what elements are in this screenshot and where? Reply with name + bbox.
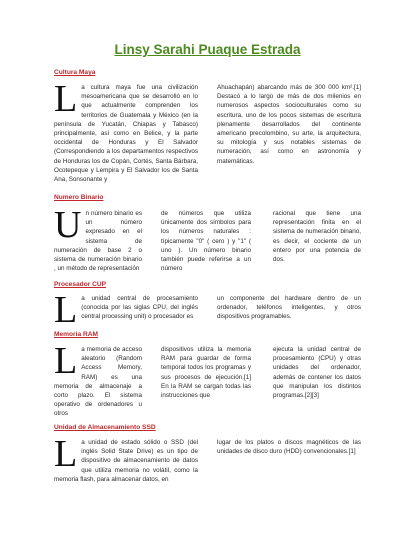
paragraph-text: un componente del hardware dentro de un ordenador, teléfonos inteligentes, y otros dispositivos programables. [217, 295, 361, 321]
document-title: Linsy Sarahi Puaque Estrada [114, 42, 301, 57]
section-heading-cultura-maya: Cultura Maya [54, 69, 96, 76]
section-heading-ssd: Unidad de Almacenamiento SSD [54, 424, 156, 431]
paragraph-text: de números que utiliza únicamente dos símbolos para los números naturales : típicamente "0" ( cero ) y "1" ( uno ). Un número binario también puede referirse a un número [161, 210, 251, 273]
paragraph-text: a cultura maya fue una civilización mesoamericana que se desarrolló en lo que actualmente comprenden los territorios de Guatemala y México (en la península de Yucatán, Chiapas y Tabasco) principalmente, así como en Belice, y la parte occidental de Honduras y El Salvador (Correspondiendo a los departamentos respectivos de Honduras los de Copán, Cortés, Santa Bárbara, Ocotepeque y Lempira y El Salvador los de Santa Ana, Sonsonante y [54, 84, 198, 184]
section-text-column [54, 345, 142, 421]
section-text-column [273, 209, 361, 285]
paragraph-text: lugar de los platos o discos magnéticos de las unidades de disco duro (HDD) convencionales.[1] [217, 439, 361, 456]
drop-cap: L [54, 294, 78, 331]
paragraph-text: a unidad de estado sólido o SSD (del inglés Solid State Drive) es un tipo de dispositivo de almacenamiento de datos que utiliza memoria no volátil, como la memoria flash, para almacenar datos, en [54, 439, 198, 483]
paragraph-text: ejecuta la unidad central de procesamiento (CPU) y otras unidades del ordenador, además de contener los datos que manipulan los distintos programas.[2][3] [273, 346, 361, 400]
section-text-column [217, 438, 361, 498]
section-text-column [54, 83, 198, 197]
section-text-column [217, 294, 361, 334]
drop-cap: L [54, 438, 78, 475]
paragraph-text: a unidad central de procesamiento (conocida por las siglas CPU, del inglés central processing unit) o procesador es [81, 295, 198, 321]
section-text-column [161, 345, 251, 421]
section-text-column [161, 209, 251, 285]
section-text-column [217, 83, 361, 197]
drop-cap: U [54, 209, 82, 246]
drop-cap: L [54, 345, 78, 382]
section-text-column [54, 209, 142, 285]
section-heading-memoria-ram: Memoria RAM [54, 331, 98, 338]
paragraph-text: a memoria de acceso aleatorio (Random Access Memory, RAM) es una memoria de almacenaje a corto plazo. El sistema operativo de ordenadores u otros [54, 346, 142, 418]
section-heading-procesador: Procesador CUP [54, 281, 107, 288]
paragraph-text: n número binario es un número expresado en el sistema de numeración de base 2 o sistema de numeración binario , un método de representación [54, 210, 142, 273]
paragraph-text: Ahuachapán) abarcando más de 300 000 km².[1] Destacó a lo largo de más de dos milenios en numerosos aspectos socioculturales como su escritura, uno de los pocos sistemas de escritura plenamente desarrollados del continente americano precolombino, su arte, la arquitectura, su mitología y sus notables sistemas de numeración, así como en astronomía y matemáticas. [217, 84, 361, 165]
drop-cap: L [54, 83, 78, 120]
paragraph-text: dispositivos utiliza la memoria RAM para guardar de forma temporal todos los programas y sus procesos de ejecución.[1] En la RAM se cargan todas las instrucciones que [161, 346, 251, 400]
section-text-column [54, 294, 198, 334]
paragraph-text: racional que tiene una representación finita en el sistema de numeración binario, es decir, el cociente de un entero por una potencia de dos. [273, 210, 361, 264]
section-text-column [54, 438, 198, 498]
section-heading-numero-binario: Numero Binario [54, 194, 104, 201]
section-text-column [273, 345, 361, 421]
